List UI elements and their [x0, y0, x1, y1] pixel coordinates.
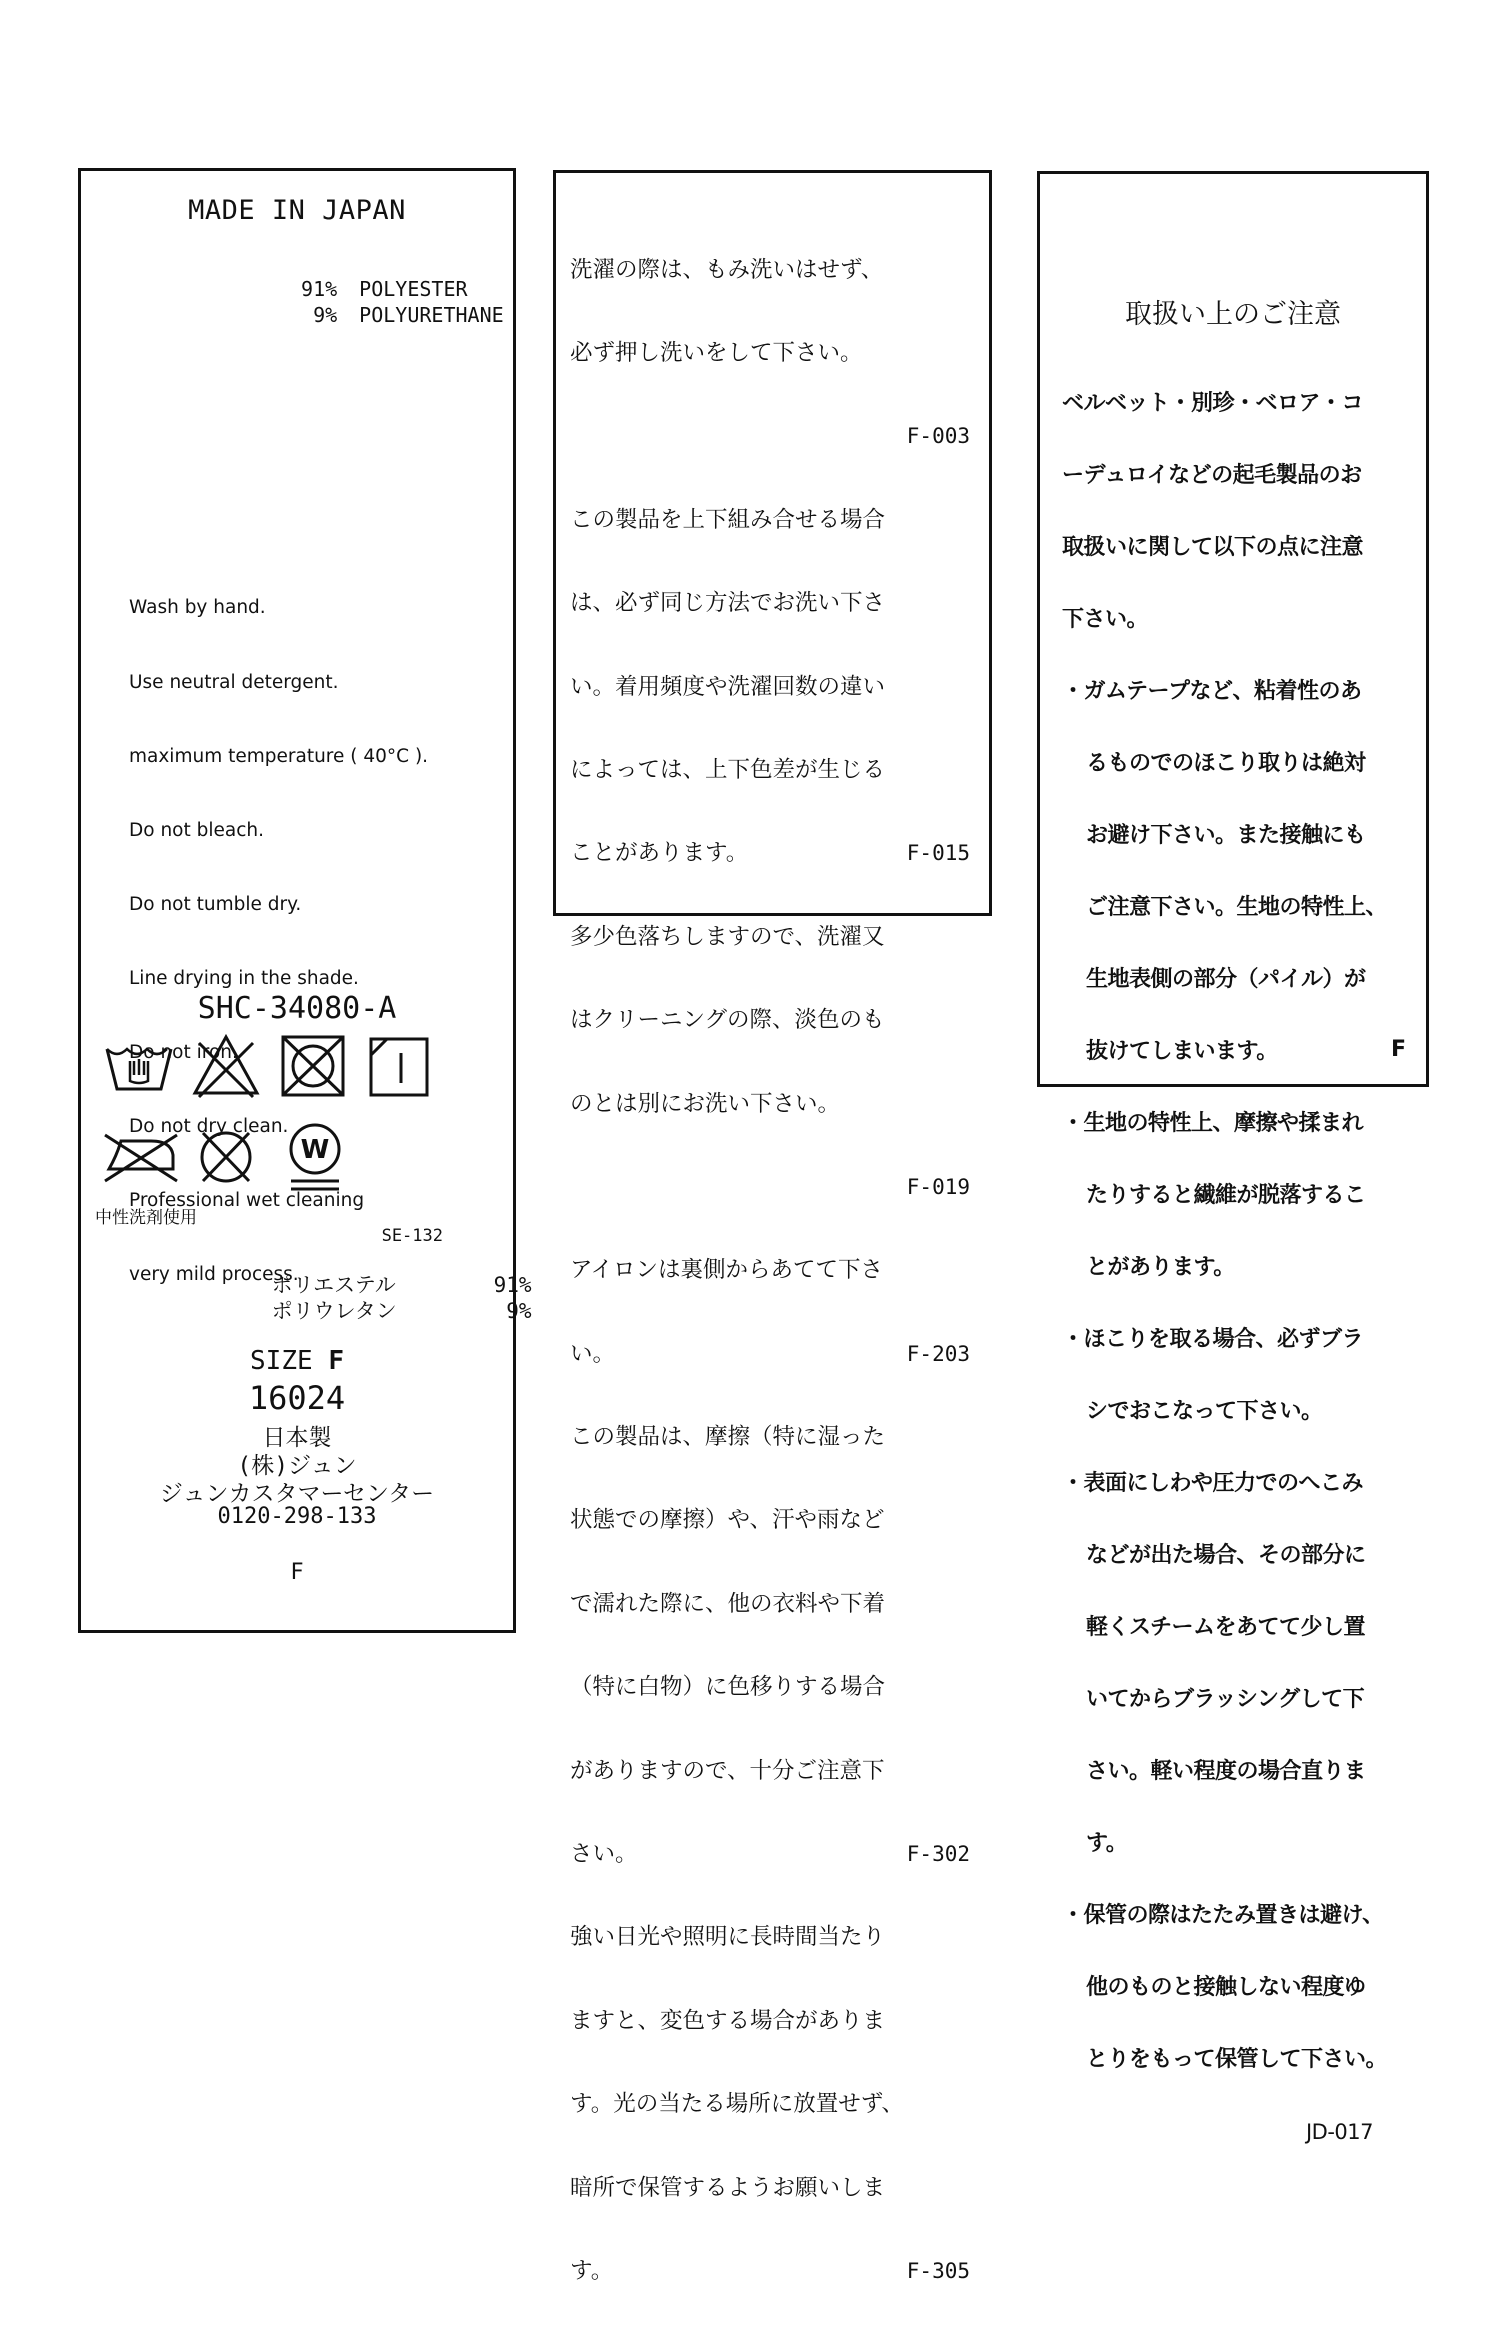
se-code: SE-132 [381, 1226, 443, 1246]
caution-line: ベルベット・別珍・ベロア・コ [1062, 391, 1364, 416]
caution-line: シでおこなって下さい。 [1086, 1399, 1323, 1424]
caution-line: 取扱いに関して以下の点に注意 [1062, 535, 1364, 560]
size-value: F [328, 1346, 344, 1376]
note-line: 暗所で保管するようお願いしま [570, 2174, 886, 2201]
caution-line: 軽くスチームをあてて少し置 [1086, 1615, 1366, 1640]
no-iron-icon [101, 1129, 181, 1185]
composition-pct: 9% [313, 303, 338, 327]
caution-line: す。 [1086, 1831, 1128, 1856]
note-line: によっては、上下色差が生じる [570, 756, 886, 783]
caution-line: いてからブラッシングして下 [1086, 1687, 1365, 1712]
composition-pct: 91% [301, 277, 338, 301]
caution-line: るものでのほこり取りは絶対 [1086, 751, 1366, 776]
note-line: 強い日光や照明に長時間当たり [570, 1924, 886, 1951]
detergent-note: 中性洗剤使用 [95, 1208, 197, 1228]
caution-line: 下さい。 [1062, 607, 1149, 632]
svg-text:W: W [300, 1135, 330, 1165]
caution-line: などが出た場合、その部分に [1086, 1543, 1366, 1568]
model-code: SHC-34080-A [197, 991, 397, 1026]
note-line: は、必ず同じ方法でお洗い下さ [570, 590, 886, 617]
composition-jp-material: ポリウレタン [271, 1299, 397, 1323]
composition-jp-row [221, 1271, 532, 1349]
note-line: ことがあります。 F-015 [570, 840, 970, 867]
customer-center: ジュンカスタマーセンター [159, 1481, 435, 1507]
composition-jp-material: ポリエステル [271, 1273, 396, 1297]
care-line: Wash by hand. [129, 597, 266, 619]
composition-material: POLYURETHANE [359, 303, 504, 327]
company-name: (株)ジュン [237, 1453, 357, 1479]
note-line: F-019 [906, 1174, 970, 1199]
note-line: この製品を上下組み合せる場合 [570, 506, 886, 533]
care-label-main [78, 168, 532, 1633]
caution-line: 他のものと接触しない程度ゆ [1086, 1975, 1366, 2000]
caution-title: 取扱い上のご注意 [1125, 299, 1341, 330]
caution-line: たりすると繊維が脱落するこ [1086, 1183, 1366, 1208]
caution-line: ・表面にしわや圧力でのへこみ [1062, 1471, 1364, 1496]
caution-line: ーデュロイなどの起毛製品のお [1062, 463, 1362, 488]
note-line: い。着用頻度や洗濯回数の違い [570, 673, 886, 700]
line-dry-shade-icon [367, 1035, 431, 1099]
note-line: 洗濯の際は、もみ洗いはせず、 [570, 256, 884, 283]
wet-clean-very-mild-icon [283, 1121, 347, 1195]
caution-line: ・生地の特性上、摩擦や揉まれ [1062, 1111, 1364, 1136]
care-line: Line drying in the shade. [129, 967, 359, 989]
note-line: 状態での摩擦）や、汗や雨など [570, 1507, 885, 1534]
note-line: す。光の当たる場所に放置せず、 [570, 2091, 904, 2118]
care-label-handling-caution [1037, 171, 1429, 2144]
label-footer: F [1390, 1037, 1406, 1062]
care-line: Use neutral detergent. [129, 671, 339, 693]
note-line: （特に白物）に色移りする場合 [570, 1674, 886, 1701]
caution-line: さい。軽い程度の場合直りま [1086, 1759, 1366, 1784]
care-line: very mild process. [129, 1264, 299, 1286]
composition-material: POLYESTER [359, 277, 468, 301]
caution-line: とりをもって保管して下さい。 [1086, 2047, 1388, 2072]
caution-line: とがあります。 [1086, 1255, 1235, 1280]
size-line [81, 1346, 513, 1376]
caution-line: ・ほこりを取る場合、必ずブラ [1062, 1327, 1364, 1352]
note-line: のとは別にお洗い下さい。 [570, 1090, 841, 1117]
made-in-heading: MADE IN JAPAN [188, 195, 406, 226]
hand-wash-40-icon [103, 1037, 175, 1097]
note-line: で濡れた際に、他の衣料や下着 [570, 1590, 886, 1617]
note-line: ますと、変色する場合がありま [570, 2007, 886, 2034]
care-line: Professional wet cleaning [129, 1190, 365, 1212]
caution-code: JD-017 [1305, 2120, 1374, 2144]
note-line: F-003 [906, 424, 970, 449]
size-label: SIZE [250, 1346, 313, 1376]
note-line: アイロンは裏側からあてて下さ [570, 1257, 883, 1284]
care-line: maximum temperature ( 40°C ). [129, 745, 429, 767]
note-line: さい。 F-302 [570, 1841, 970, 1868]
care-label-washing-notes [553, 170, 992, 2284]
caution-line: 生地表側の部分（パイル）が [1086, 967, 1366, 992]
composition-jp-pct: 91% [493, 1273, 532, 1297]
no-tumble-dry-icon [279, 1033, 347, 1099]
note-line: この製品は、摩擦（特に湿った [570, 1424, 886, 1451]
note-line: はクリーニングの際、淡色のも [570, 1007, 885, 1034]
caution-body [1062, 344, 1387, 2192]
caution-line: ・保管の際はたたみ置きは避け、 [1062, 1903, 1384, 1928]
caution-line: 抜けてしまいます。 [1086, 1039, 1278, 1064]
no-dry-clean-icon [195, 1127, 257, 1187]
care-line: Do not dry clean. [129, 1116, 289, 1138]
note-line: 必ず押し洗いをして下さい。 [570, 339, 863, 366]
washing-notes [570, 201, 970, 2341]
caution-line: お避け下さい。また接触にも [1086, 823, 1366, 848]
phone-number: 0120-298-133 [217, 1504, 377, 1529]
note-line: す。 F-305 [570, 2257, 970, 2284]
lot-number: 16024 [248, 1379, 346, 1417]
label-footer: F [290, 1560, 304, 1585]
note-line: がありますので、十分ご注意下 [570, 1757, 885, 1784]
care-line: Do not tumble dry. [129, 893, 302, 915]
note-line: 多少色落ちしますので、洗濯又 [570, 923, 885, 950]
composition-jp-pct: 9% [506, 1299, 532, 1323]
care-line: Do not bleach. [129, 819, 265, 841]
origin-jp: 日本製 [262, 1425, 332, 1451]
no-bleach-icon [191, 1033, 261, 1099]
note-line: い。 F-203 [570, 1340, 970, 1367]
caution-line: ・ガムテープなど、粘着性のあ [1062, 679, 1362, 704]
caution-line: ご注意下さい。生地の特性上、 [1086, 895, 1388, 920]
composition-en-row [241, 279, 504, 351]
care-line: Do not iron. [129, 1042, 238, 1064]
